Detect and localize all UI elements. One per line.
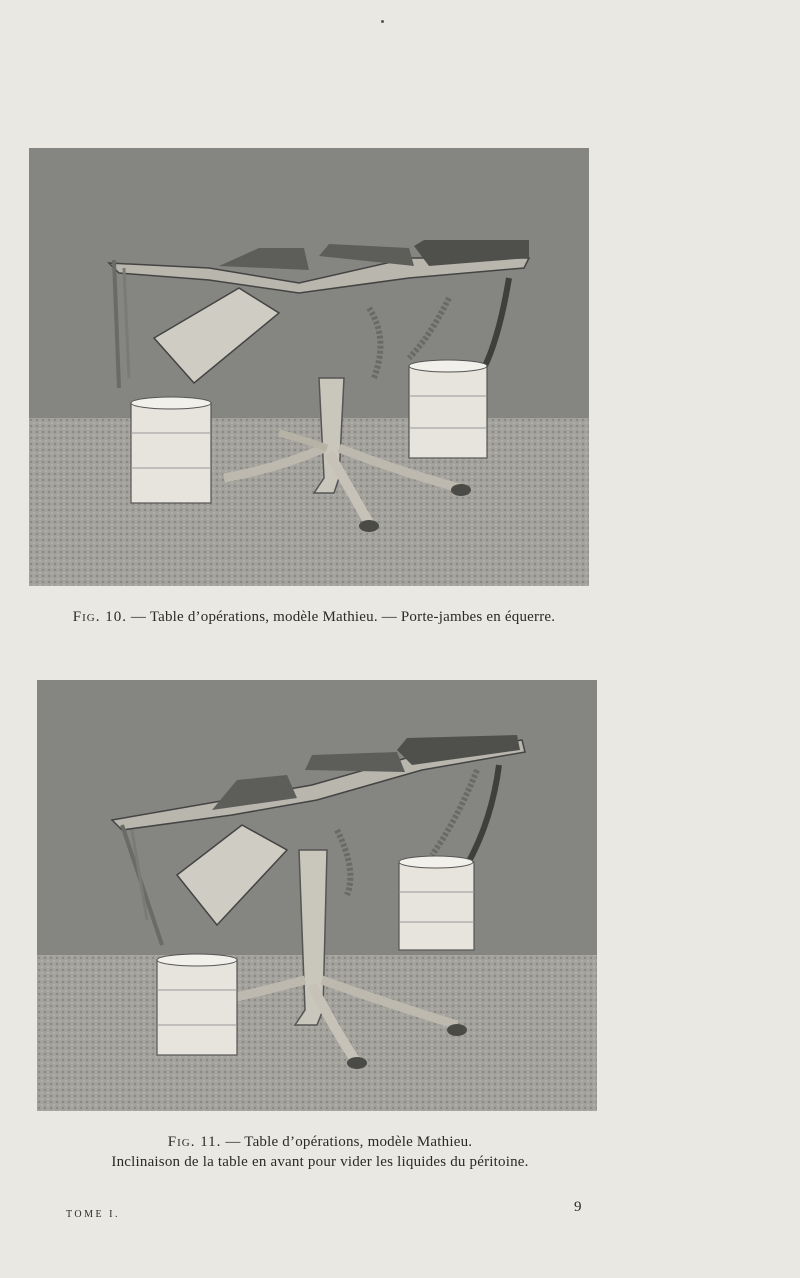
figure-10-label: Fig. 10. [72,609,127,625]
volume-label: TOME I. [66,1209,120,1220]
page-number: 9 [574,1199,582,1215]
figure-11-caption-line-1 [0,1134,640,1151]
print-speck [381,20,384,23]
figure-11-caption-text: — Table d’opérations, modèle Mathieu. [221,1134,473,1150]
figure-11-caption-line-2: Inclinaison de la table en avant pour vider les liquides du péritoine. [111,1154,529,1170]
figure-10-caption-text: — Table d’opérations, modèle Mathieu. — Porte-jambes en équerre. [126,609,556,625]
figure-10-photograph [29,148,589,586]
figure-11-label: Fig. 11. [167,1134,222,1150]
figure-10-caption [14,609,614,626]
figure-11-photograph [37,680,597,1111]
operating-table-illustration-2 [37,680,597,1111]
operating-table-illustration-1 [29,148,589,586]
